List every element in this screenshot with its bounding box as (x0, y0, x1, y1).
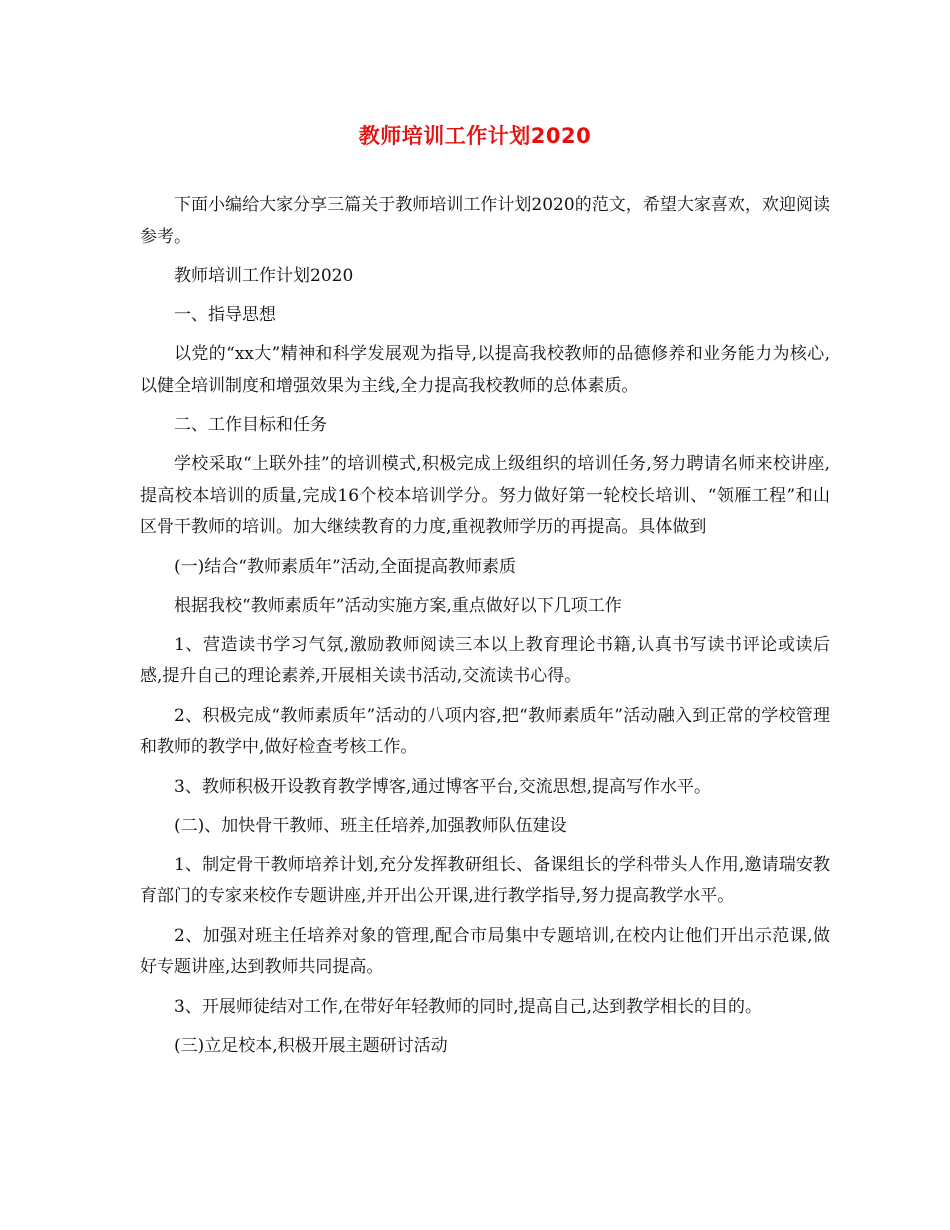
list-item: 2、积极完成“教师素质年”活动的八项内容,把“教师素质年”活动融入到正常的学校管理和教师的教学中,做好检查考核工作。 (140, 705, 830, 757)
section-heading: 二、工作目标和任务 (174, 415, 327, 435)
list-item: 1、营造读书学习气氛,激励教师阅读三本以上教育理论书籍,认真书写读书评论或读后感,提升自己的理论素养,开展相关读书活动,交流读书心得。 (140, 634, 830, 686)
section-heading: 教师培训工作计划2020 (174, 266, 354, 286)
list-item: 1、制定骨干教师培养计划,充分发挥教研组长、备课组长的学科带头人作用,邀请瑞安教育部门的专家来校作专题讲座,并开出公开课,进行教学指导,努力提高教学水平。 (140, 854, 830, 906)
list-item: 3、开展师徒结对工作,在带好年轻教师的同时,提高自己,达到教学相长的目的。 (174, 996, 763, 1017)
subsection-heading: (三)立足校本,积极开展主题研讨活动 (174, 1035, 448, 1056)
section-heading: 一、指导思想 (174, 305, 276, 325)
intro-paragraph: 下面小编给大家分享三篇关于教师培训工作计划2020的范文，希望大家喜欢，欢迎阅读参考。 (140, 195, 830, 247)
paragraph: 以党的“xx大”精神和科学发展观为指导,以提高我校教师的品德修养和业务能力为核心,以健全培训制度和增强效果为主线,全力提高我校教师的总体素质。 (140, 344, 830, 396)
document-title: 教师培训工作计划2020 (358, 124, 592, 148)
paragraph: 根据我校“教师素质年”活动实施方案,重点做好以下几项工作 (174, 595, 622, 616)
list-item: 2、加强对班主任培养对象的管理,配合市局集中专题培训,在校内让他们开出示范课,做好专题讲座,达到教师共同提高。 (140, 925, 830, 977)
paragraph: 学校采取“上联外挂”的培训模式,积极完成上级组织的培训任务,努力聘请名师来校讲座,提高校本培训的质量,完成16个校本培训学分。努力做好第一轮校长培训、“领雁工程”和山区骨干教师的培训。加大继续教育的力度,重视教师学历的再提高。具体做到 (140, 454, 830, 537)
subsection-heading: (一)结合“教师素质年”活动,全面提高教师素质 (174, 556, 517, 577)
document-body (140, 190, 830, 1070)
list-item: 3、教师积极开设教育教学博客,通过博客平台,交流思想,提高写作水平。 (174, 776, 712, 797)
subsection-heading: (二)、加快骨干教师、班主任培养,加强教师队伍建设 (174, 815, 567, 836)
